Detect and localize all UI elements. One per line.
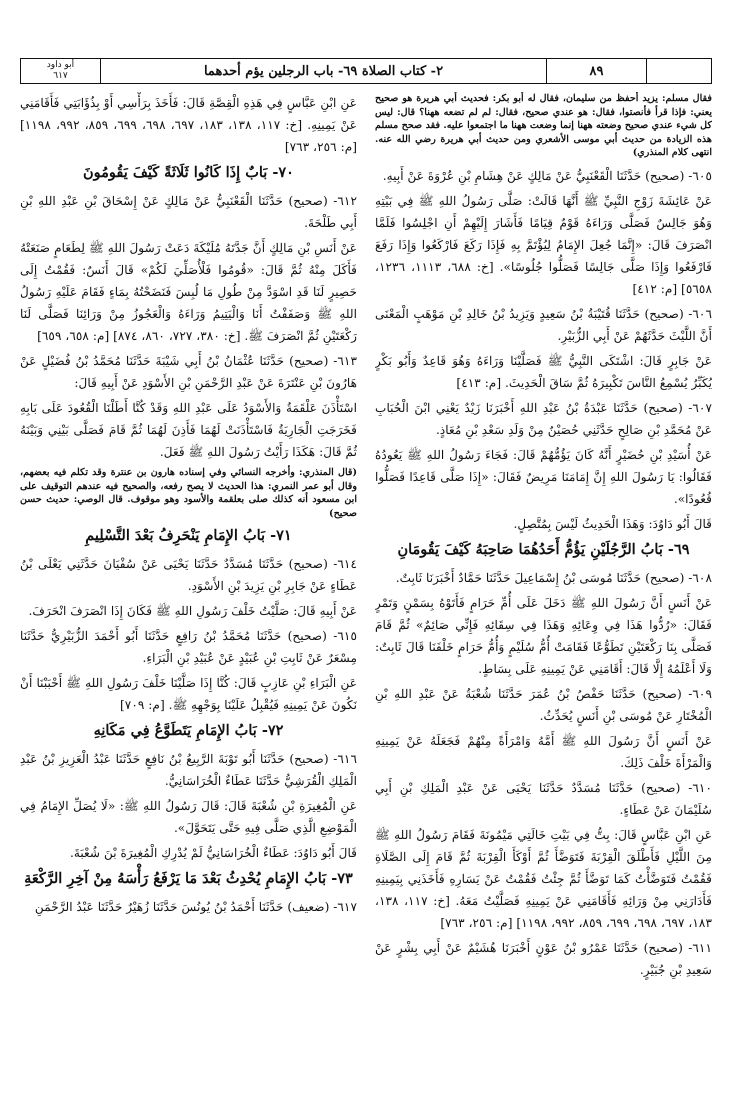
hadith-paragraph: عَنْ أَبِيهِ قَالَ: صَلَّيْتُ خَلْفَ رَسُولِ اللهِ ﷺ فَكَانَ إِذَا انْصَرَفَ انْحَرَفَ. (28, 604, 357, 618)
header-empty-cell (647, 59, 711, 83)
chapter-heading: ٧٣- بَابُ الإِمَامِ يُحْدِثُ بَعْدَ مَا يَرْفَعُ رَأْسَهُ مِنْ آخِرِ الرَّكْعَةِ (24, 870, 353, 887)
hadith-paragraph: عَنْ جَابِرٍ قَالَ: اشْتَكَى النَّبِيُّ ﷺ فَصَلَّيْنَا وَرَاءَهُ وَهُوَ قَاعِدٌ وَأَبُو بَكْرٍ يُكَبِّرُ يُسْمِعُ النَّاسَ تَكْبِيرَهُ ثُمَّ سَاقَ الْحَدِيثَ. [م: ٤١٣] (375, 353, 712, 390)
hadith-paragraph: ٦١٥- (صحيح) حَدَّثَنَا مُحَمَّدُ بْنُ رَافِعٍ حَدَّثَنَا أَبُو أَحْمَدَ الزُّبَيْرِيُّ حَدَّثَنَا مِسْعَرٌ عَنْ ثَابِتِ بْنِ عُبَيْدٍ عَنْ عُبَيْدِ بْنِ الْبَرَاءِ. (20, 629, 357, 665)
hadith-paragraph: ٦١٦- (صحيح) حَدَّثَنَا أَبُو تَوْبَةَ الرَّبِيعُ بْنُ نَافِعٍ حَدَّثَنَا عَبْدُ الْعَزِيزِ بْنُ عَبْدِ الْمَلِكِ الْقُرَشِيُّ حَدَّثَنَا عَطَاءٌ الْخُرَاسَانِيُّ. (20, 752, 357, 788)
hadith-paragraph: ٦٠٩- (صحيح) حَدَّثَنَا حَفْصُ بْنُ عُمَرَ حَدَّثَنَا شُعْبَةُ عَنْ عَبْدِ اللهِ بْنِ الْمُخْتَارِ عَنْ مُوسَى بْنِ أَنَسٍ يُحَدِّثُ. (375, 686, 712, 723)
hadith-paragraph: ٦١٣- (صحيح) حَدَّثَنَا عُثْمَانُ بْنُ أَبِي شَيْبَةَ حَدَّثَنَا مُحَمَّدُ بْنُ فُضَيْلٍ عَنْ هَارُونَ بْنِ عَنْتَرَةَ عَنْ عَبْدِ الرَّحْمَنِ بْنِ الأَسْوَدِ عَنْ أَبِيهِ قَالَ: (20, 354, 357, 390)
left-column (20, 92, 357, 1097)
hadith-paragraph: ٦٠٦- (صحيح) حَدَّثَنَا قُتَيْبَةُ بْنُ سَعِيدٍ وَيَزِيدُ بْنُ خَالِدِ بْنِ مَوْهَبٍ الْمَعْنَى أَنَّ اللَّيْثَ حَدَّثَهُمْ عَنْ أَبِي الزُّبَيْرِ. (375, 306, 712, 343)
right-column (375, 92, 712, 1097)
footnote: فقال مسلم: يزيد أحفظ من سليمان، فقال له أبو بكر: فحديث أبي هريرة هو صحيح يعني: فإذا قرأ فأنصتوا، فقال: هو عندي صحيح، فقال: لم لم تضعه ههنا؟ قال: ليس كل شيء عندي صحيح وضعته ههنا إنما وضعت ههنا ما اجتمعوا عليه. فقد صحح مسلم هذه الزيادة من حديث أبي موسى الأشعري ومن حديث أبي هريرة رضي الله عنه. انتهى كلام المنذري) (375, 93, 712, 158)
hadith-paragraph: عَنِ ابْنِ عَبَّاسٍ قَالَ: بِتُّ فِي بَيْتِ خَالَتِي مَيْمُونَةَ فَقَامَ رَسُولُ اللهِ ﷺ مِنَ اللَّيْلِ فَأَطْلَقَ الْقِرْبَةَ فَتَوَضَّأَ ثُمَّ أَوْكَأَ الْقِرْبَةَ ثُمَّ قَامَ إِلَى الصَّلَاةِ فَقُمْتُ فَتَوَضَّأْتُ كَمَا تَوَضَّأَ ثُمَّ جِئْتُ فَقُمْتُ عَنْ يَسَارِهِ فَأَخَذَنِي بِيَمِينِهِ فَأَدَارَنِي مِنْ وَرَائِهِ فَأَقَامَنِي عَنْ يَمِينِهِ فَصَلَّيْتُ مَعَهُ. [خ: ١١٧، ١٣٨، ١٨٣، ٦٩٧، ٦٩٨، ٦٩٩، ٨٥٩، ٩٩٢، ١١٩٨] [م: ٢٥٦، ٧٦٣] (375, 827, 712, 930)
hadith-paragraph: عَنِ ابْنِ عَبَّاسٍ فِي هَذِهِ الْقِصَّةِ قَالَ: فَأَخَذَ بِرَأْسِي أَوْ بِذُؤَابَتِي فَأَقَامَنِي عَنْ يَمِينِهِ. [خ: ١١٧، ١٣٨، ١٨٣، ٦٩٧، ٦٩٨، ٦٩٩، ٨٥٩، ٩٩٢، ١١٩٨] [م: ٢٥٦، ٧٦٣] (20, 96, 357, 154)
hadith-paragraph: ٦٠٨- (صحيح) حَدَّثَنَا مُوسَى بْنُ إِسْمَاعِيلَ حَدَّثَنَا حَمَّادٌ أَخْبَرَنَا ثَابِتٌ. (395, 570, 712, 585)
hadith-paragraph: ٦١٢- (صحيح) حَدَّثَنَا الْقَعْنَبِيُّ عَنْ مَالِكٍ عَنْ إِسْحَاقَ بْنِ عَبْدِ اللهِ بْنِ أَبِي طَلْحَةَ. (20, 194, 357, 230)
book-reference-number: ٦١٧ (53, 71, 68, 81)
hadith-paragraph: اسْتَأْذَنَ عَلْقَمَةُ وَالأَسْوَدُ عَلَى عَبْدِ اللهِ وَقَدْ كُنَّا أَطَلْنَا الْقُعُودَ عَلَى بَابِهِ فَخَرَجَتِ الْجَارِيَةُ فَاسْتَأْذَنَتْ لَهُمَا فَأَذِنَ لَهُمَا ثُمَّ قَامَ فَصَلَّى بَيْنِي وَبَيْنَهُ ثُمَّ قَالَ: هَكَذَا رَأَيْتُ رَسُولَ اللهِ ﷺ فَعَلَ. (20, 401, 357, 459)
hadith-paragraph: ٦١٠- (صحيح) حَدَّثَنَا مُسَدَّدٌ حَدَّثَنَا يَحْيَى عَنْ عَبْدِ الْمَلِكِ بْنِ أَبِي سُلَيْمَانَ عَنْ عَطَاءٍ. (375, 780, 712, 817)
hadith-paragraph: قَالَ أَبُو دَاوُدَ: عَطَاءٌ الْخُرَاسَانِيُّ لَمْ يُدْرِكِ الْمُغِيرَةَ بْنَ شُعْبَةَ. (69, 846, 357, 860)
chapter-heading: ٦٩- بَابُ الرَّجُلَيْنِ يَؤُمُّ أَحَدُهُمَا صَاحِبَهُ كَيْفَ يَقُومَانِ (397, 540, 690, 558)
hadith-paragraph: ٦٠٧- (صحيح) حَدَّثَنَا عَبْدَةُ بْنُ عَبْدِ اللهِ أَخْبَرَنَا زَيْدٌ يَعْنِي ابْنَ الْحُبَابِ عَنْ مُحَمَّدِ بْنِ صَالِحٍ حَدَّثَنِي حُصَيْنٌ مِنْ وَلَدِ سَعْدِ بْنِ مُعَاذٍ. (375, 400, 712, 437)
hadith-paragraph: ٦١١- (صحيح) حَدَّثَنَا عَمْرُو بْنُ عَوْنٍ أَخْبَرَنَا هُشَيْمٌ عَنْ أَبِي بِشْرٍ عَنْ سَعِيدِ بْنِ جُبَيْرٍ. (375, 940, 712, 977)
hadith-paragraph: عَنِ الْمُغِيرَةِ بْنِ شُعْبَةَ قَالَ: قَالَ رَسُولُ اللهِ ﷺ: «لَا يُصَلِّ الإِمَامُ فِي الْمَوْضِعِ الَّذِي صَلَّى فِيهِ حَتَّى يَتَحَوَّلَ». (20, 799, 357, 835)
chapter-heading: ٧٢- بَابُ الإِمَامِ يَتَطَوَّعُ فِي مَكَانِهِ (93, 722, 284, 739)
hadith-paragraph: عَنْ أُسَيْدِ بْنِ حُضَيْرٍ أَنَّهُ كَانَ يَؤُمُّهُمْ قَالَ: فَجَاءَ رَسُولُ اللهِ ﷺ يَعُودُهُ فَقَالُوا: يَا رَسُولَ اللهِ إِنَّ إِمَامَنَا مَرِيضٌ فَقَالَ: «إِذَا صَلَّى قَاعِدًا فَصَلُّوا قُعُودًا». (375, 447, 712, 506)
hadith-paragraph: عَنْ عَائِشَةَ زَوْجِ النَّبِيِّ ﷺ أَنَّهَا قَالَتْ: صَلَّى رَسُولُ اللهِ ﷺ فِي بَيْتِهِ وَهُوَ جَالِسٌ فَصَلَّى وَرَاءَهُ قَوْمٌ قِيَامًا فَأَشَارَ إِلَيْهِمْ أَنِ اجْلِسُوا فَلَمَّا انْصَرَفَ قَالَ: «إِنَّمَا جُعِلَ الإِمَامُ لِيُؤْتَمَّ بِهِ فَإِذَا رَكَعَ فَارْكَعُوا وَإِذَا رَفَعَ فَارْفَعُوا وَإِذَا صَلَّى جَالِسًا فَصَلُّوا جُلُوسًا». [خ: ٦٨٨، ١١١٣، ١٢٣٦، ٥٦٥٨] [م: ٤١٢] (375, 193, 712, 296)
book-reference (21, 59, 101, 83)
page-number: ٨٩ (547, 59, 647, 83)
text-columns (20, 92, 712, 1097)
hadith-paragraph: ٦١٧- (ضعيف) حَدَّثَنَا أَحْمَدُ بْنُ يُونُسَ حَدَّثَنَا زُهَيْرٌ حَدَّثَنَا عَبْدُ الرَّحْمَنِ (34, 900, 357, 914)
running-title: ٢- كتاب الصلاة ٦٩- باب الرجلين يؤم أحدهما (101, 59, 547, 83)
hadith-paragraph: عَنِ الْبَرَاءِ بْنِ عَازِبٍ قَالَ: كُنَّا إِذَا صَلَّيْنَا خَلْفَ رَسُولِ اللهِ ﷺ أَحْبَبْنَا أَنْ نَكُونَ عَنْ يَمِينِهِ فَيُقْبِلُ عَلَيْنَا بِوَجْهِهِ ﷺ. [م: ٧٠٩] (20, 676, 357, 712)
hadith-paragraph: عَنْ أَنَسٍ أَنَّ رَسُولَ اللهِ ﷺ أَمَّهُ وَامْرَأَةً مِنْهُمْ فَجَعَلَهُ عَنْ يَمِينِهِ وَالْمَرْأَةَ خَلْفَ ذَلِكَ. (375, 733, 712, 770)
hadith-paragraph: ٦١٤- (صحيح) حَدَّثَنَا مُسَدَّدٌ حَدَّثَنَا يَحْيَى عَنْ سُفْيَانَ حَدَّثَنِي يَعْلَى بْنُ عَطَاءٍ عَنْ جَابِرِ بْنِ يَزِيدَ بْنِ الأَسْوَدِ. (20, 557, 357, 593)
chapter-heading: ٧١- بَابُ الإِمَامِ يَنْحَرِفُ بَعْدَ التَّسْلِيمِ (85, 527, 292, 544)
hadith-paragraph: عَنْ أَنَسٍ أَنَّ رَسُولَ اللهِ ﷺ دَخَلَ عَلَى أُمِّ حَرَامٍ فَأَتَوْهُ بِسَمْنٍ وَتَمْرٍ فَقَالَ: «رُدُّوا هَذَا فِي وِعَائِهِ وَهَذَا فِي سِقَائِهِ فَإِنِّي صَائِمٌ» ثُمَّ قَامَ فَصَلَّى بِنَا رَكْعَتَيْنِ تَطَوُّعًا فَقَامَتْ أُمُّ سُلَيْمٍ وَأُمُّ حَرَامٍ خَلْفَنَا قَالَ ثَابِتٌ: وَلَا أَعْلَمُهُ إِلَّا قَالَ: أَقَامَنِي عَنْ يَمِينِهِ عَلَى بِسَاطٍ. (375, 595, 712, 676)
hadith-paragraph: عَنْ أَنَسِ بْنِ مَالِكٍ أَنَّ جَدَّتَهُ مُلَيْكَةَ دَعَتْ رَسُولَ اللهِ ﷺ لِطَعَامٍ صَنَعَتْهُ فَأَكَلَ مِنْهُ ثُمَّ قَالَ: «قُومُوا فَلْأُصَلِّيَ لَكُمْ» قَالَ أَنَسٌ: فَقُمْتُ إِلَى حَصِيرٍ لَنَا قَدِ اسْوَدَّ مِنْ طُولِ مَا لُبِسَ فَنَضَحْتُهُ بِمَاءٍ فَقَامَ عَلَيْهِ رَسُولُ اللهِ ﷺ وَصَفَفْتُ أَنَا وَالْيَتِيمُ وَرَاءَهُ وَالْعَجُوزُ مِنْ وَرَائِنَا فَصَلَّى لَنَا رَكْعَتَيْنِ ثُمَّ انْصَرَفَ ﷺ. [خ: ٣٨٠، ٧٢٧، ٨٦٠، ٨٧٤] [م: ٦٥٨، ٦٥٩] (20, 241, 357, 343)
hadith-paragraph: قَالَ أَبُو دَاوُدَ: وَهَذَا الْحَدِيثُ لَيْسَ بِمُتَّصِلٍ. (513, 516, 712, 531)
page-header (20, 58, 712, 84)
chapter-heading: ٧٠- بَابٌ إِذَا كَانُوا ثَلَاثَةً كَيْفَ يَقُومُونَ (83, 164, 294, 181)
footnote: (قال المنذري: وأخرجه النسائي وفي إسناده هارون بن عنترة وقد تكلم فيه بعضهم، وقال أبو عمر النمري: هذا الحديث لا يصح رفعه، والصحيح فيه عندهم التوقيف على ابن مسعود أنه كذلك صلى بعلقمة والأسود وهو موقوف. قال الوصي: حديث حسن صحيح) (20, 467, 357, 519)
hadith-paragraph: ٦٠٥- (صحيح) حَدَّثَنَا الْقَعْنَبِيُّ عَنْ مَالِكٍ عَنْ هِشَامِ بْنِ عُرْوَةَ عَنْ أَبِيهِ. (382, 168, 712, 183)
book-reference-name: أبو داود (46, 60, 75, 70)
